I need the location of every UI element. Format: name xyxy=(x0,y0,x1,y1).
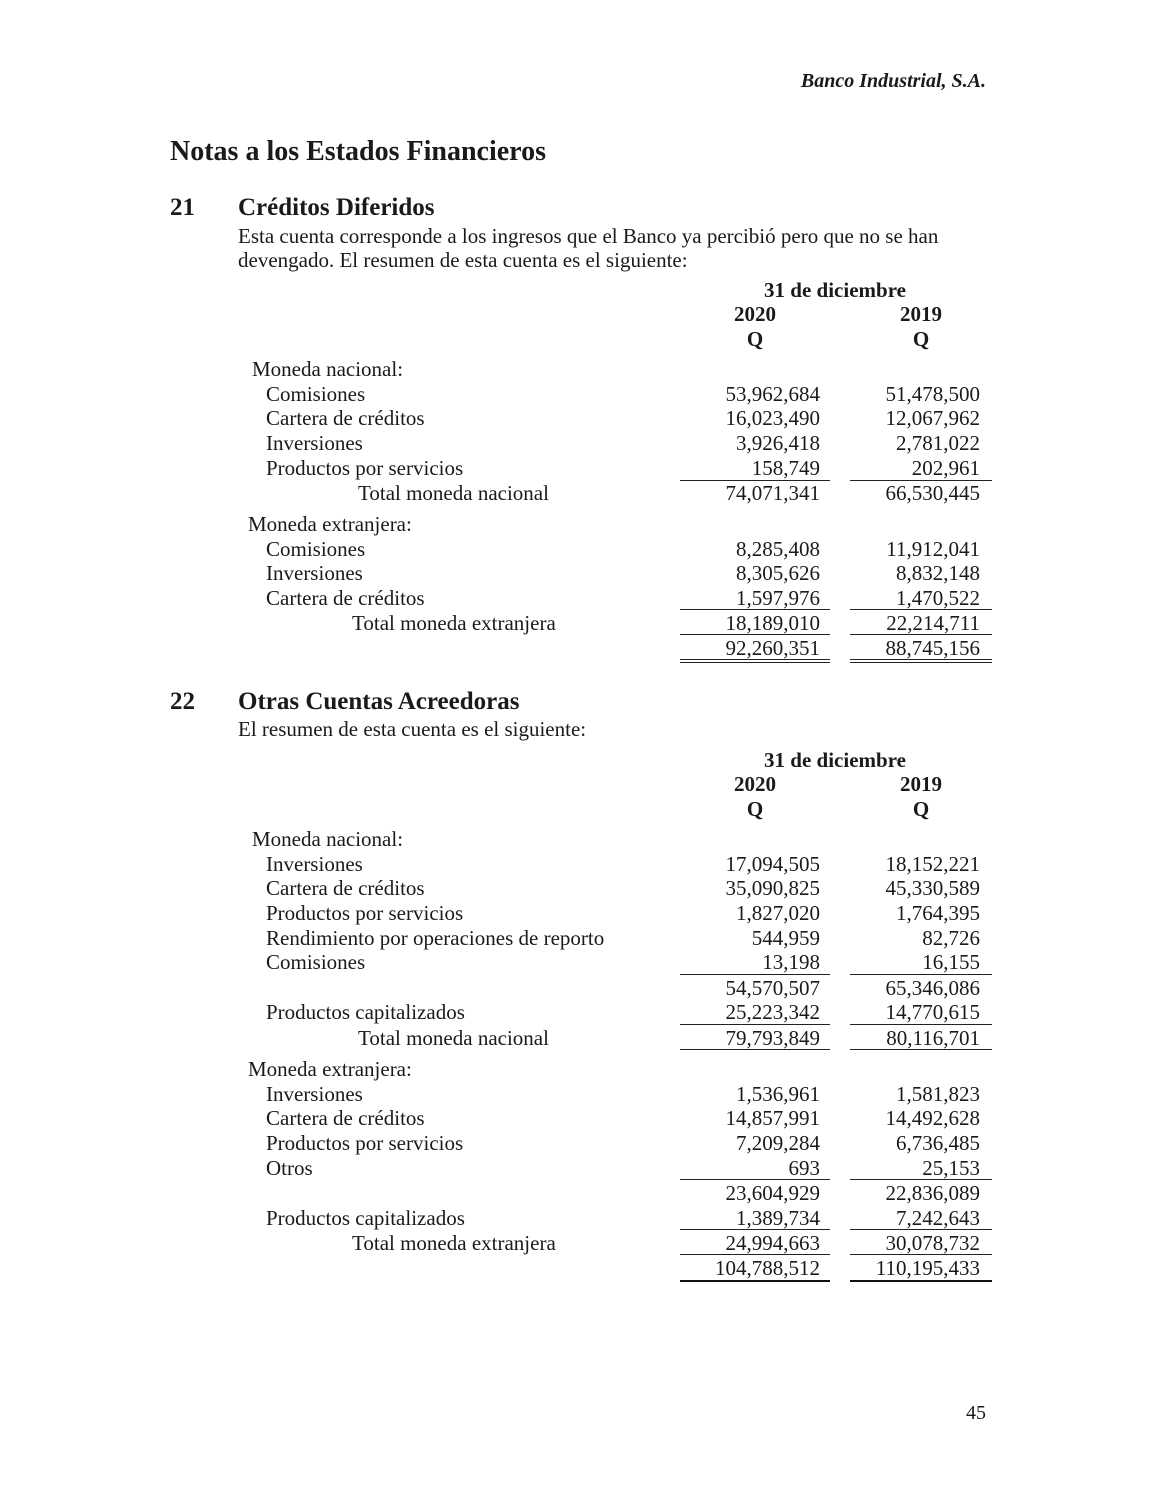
note-title: Créditos Diferidos xyxy=(238,194,435,221)
note-title: Otras Cuentas Acreedoras xyxy=(238,688,520,715)
table-row xyxy=(0,561,1156,585)
subtotal-rule xyxy=(680,1229,830,1230)
value-2019: 7,242,643 xyxy=(896,1206,980,1230)
total-2019: 30,078,732 xyxy=(885,1231,980,1255)
note-22-description xyxy=(238,717,998,741)
table-row xyxy=(0,901,1156,925)
row-label: Inversiones xyxy=(266,561,363,585)
value-2019: 12,067,962 xyxy=(885,406,980,430)
table-row xyxy=(0,456,1156,480)
row-label: Productos capitalizados xyxy=(266,1000,465,1024)
value-2020: 14,857,991 xyxy=(725,1106,820,1130)
year-2020-header: 2020 xyxy=(734,302,776,326)
currency-2019-header: Q xyxy=(912,327,930,351)
grand-total-2019: 88,745,156 xyxy=(885,636,980,660)
grand-total-2019: 110,195,433 xyxy=(875,1256,980,1280)
table-row xyxy=(0,1131,1156,1155)
row-label: Cartera de créditos xyxy=(266,1106,425,1130)
table-row xyxy=(0,1156,1156,1180)
table-row xyxy=(0,586,1156,610)
value-2019: 18,152,221 xyxy=(885,852,980,876)
total-2020: 74,071,341 xyxy=(725,481,820,505)
note-21-description xyxy=(238,224,998,272)
currency-2020-header: Q xyxy=(746,327,764,351)
table-row xyxy=(0,950,1156,974)
date-header: 31 de diciembre xyxy=(764,748,906,772)
total-2019: 66,530,445 xyxy=(885,481,980,505)
row-label: Productos capitalizados xyxy=(266,1206,465,1230)
grand-total-row xyxy=(0,636,1156,660)
total-rule xyxy=(680,1254,830,1255)
value-2020: 1,389,734 xyxy=(736,1206,820,1230)
value-2020: 8,305,626 xyxy=(736,561,820,585)
total-rule xyxy=(680,1049,830,1050)
year-2019-header: 2019 xyxy=(900,302,942,326)
value-2019: 1,470,522 xyxy=(896,586,980,610)
value-2019: 8,832,148 xyxy=(896,561,980,585)
table-row xyxy=(0,1082,1156,1106)
description-line: El resumen de esta cuenta es el siguiente: xyxy=(238,717,587,741)
total-row xyxy=(0,611,1156,635)
group-label: Moneda nacional: xyxy=(252,357,404,381)
double-rule xyxy=(850,659,992,663)
subtotal-rule xyxy=(680,609,830,610)
row-label: Comisiones xyxy=(266,537,366,561)
row-label: Otros xyxy=(266,1156,313,1180)
group-label: Moneda extranjera: xyxy=(248,1057,412,1081)
grand-total-2020: 104,788,512 xyxy=(715,1256,820,1280)
table-row xyxy=(0,406,1156,430)
total-row xyxy=(0,1026,1156,1050)
group-label: Moneda extranjera: xyxy=(248,512,412,536)
row-label: Productos por servicios xyxy=(266,901,464,925)
value-2019: 14,492,628 xyxy=(885,1106,980,1130)
total-label: Total moneda extranjera xyxy=(352,611,556,635)
total-row xyxy=(0,481,1156,505)
row-label: Productos por servicios xyxy=(266,456,464,480)
subtotal-rule xyxy=(680,1179,830,1180)
subtotal-row xyxy=(0,976,1156,1000)
table-row xyxy=(0,1106,1156,1130)
value-2020: 544,959 xyxy=(751,926,820,950)
table-row xyxy=(0,852,1156,876)
value-2019: 82,726 xyxy=(922,926,980,950)
value-2019: 16,155 xyxy=(922,950,980,974)
value-2020: 16,023,490 xyxy=(725,406,820,430)
group-label: Moneda nacional: xyxy=(252,827,404,851)
group-label-row xyxy=(0,1057,1156,1081)
table-row xyxy=(0,537,1156,561)
group-label-row xyxy=(0,512,1156,536)
total-label: Total moneda extranjera xyxy=(352,1231,556,1255)
group-label-row xyxy=(0,357,1156,381)
value-2020: 1,827,020 xyxy=(736,901,820,925)
subtotal-2020: 23,604,929 xyxy=(725,1181,820,1205)
year-2020-header: 2020 xyxy=(734,772,776,796)
table-row xyxy=(0,876,1156,900)
table-row xyxy=(0,1206,1156,1230)
total-rule xyxy=(850,634,992,635)
final-rule xyxy=(850,1280,992,1282)
total-2020: 79,793,849 xyxy=(725,1026,820,1050)
value-2020: 1,536,961 xyxy=(736,1082,820,1106)
subtotal-rule xyxy=(850,609,992,610)
subtotal-rule xyxy=(850,1229,992,1230)
subtotal-2020: 54,570,507 xyxy=(725,976,820,1000)
total-rule xyxy=(850,1049,992,1050)
grand-total-row xyxy=(0,1256,1156,1280)
value-2019: 25,153 xyxy=(922,1156,980,1180)
total-2019: 22,214,711 xyxy=(886,611,980,635)
row-label: Cartera de créditos xyxy=(266,406,425,430)
value-2019: 2,781,022 xyxy=(896,431,980,455)
value-2019: 45,330,589 xyxy=(885,876,980,900)
total-label: Total moneda nacional xyxy=(358,1026,549,1050)
value-2020: 17,094,505 xyxy=(725,852,820,876)
subtotal-rule xyxy=(850,1179,992,1180)
currency-2020-header: Q xyxy=(746,797,764,821)
value-2019: 14,770,615 xyxy=(885,1000,980,1024)
group-label-row xyxy=(0,827,1156,851)
grand-total-2020: 92,260,351 xyxy=(725,636,820,660)
total-rule xyxy=(850,1254,992,1255)
subtotal-2019: 22,836,089 xyxy=(885,1181,980,1205)
subtotal-rule xyxy=(850,974,992,975)
company-name: Banco Industrial, S.A. xyxy=(800,70,986,92)
value-2020: 7,209,284 xyxy=(736,1131,820,1155)
total-2019: 80,116,701 xyxy=(886,1026,980,1050)
final-rule xyxy=(680,1280,830,1282)
row-label: Comisiones xyxy=(266,950,366,974)
description-line: Esta cuenta corresponde a los ingresos que el Banco ya percibió pero que no se han xyxy=(238,224,939,248)
description-line: devengado. El resumen de esta cuenta es el siguiente: xyxy=(238,248,688,272)
value-2020: 158,749 xyxy=(751,456,820,480)
date-header: 31 de diciembre xyxy=(764,278,906,302)
value-2020: 3,926,418 xyxy=(736,431,820,455)
value-2019: 51,478,500 xyxy=(885,382,980,406)
subtotal-rule xyxy=(850,1024,992,1025)
subtotal-rule xyxy=(680,1024,830,1025)
value-2019: 11,912,041 xyxy=(886,537,980,561)
table-row xyxy=(0,431,1156,455)
page-number: 45 xyxy=(966,1402,986,1424)
note-number: 21 xyxy=(170,194,195,221)
table-row xyxy=(0,382,1156,406)
value-2019: 1,764,395 xyxy=(896,901,980,925)
value-2020: 53,962,684 xyxy=(725,382,820,406)
total-row xyxy=(0,1231,1156,1255)
value-2020: 1,597,976 xyxy=(736,586,820,610)
subtotal-rule xyxy=(680,974,830,975)
value-2019: 1,581,823 xyxy=(896,1082,980,1106)
row-label: Cartera de créditos xyxy=(266,586,425,610)
row-label: Comisiones xyxy=(266,382,366,406)
year-2019-header: 2019 xyxy=(900,772,942,796)
row-label: Productos por servicios xyxy=(266,1131,464,1155)
currency-2019-header: Q xyxy=(912,797,930,821)
value-2020: 35,090,825 xyxy=(725,876,820,900)
subtotal-2019: 65,346,086 xyxy=(885,976,980,1000)
value-2020: 25,223,342 xyxy=(725,1000,820,1024)
page-title: Notas a los Estados Financieros xyxy=(170,136,546,167)
value-2020: 13,198 xyxy=(762,950,820,974)
subtotal-row xyxy=(0,1181,1156,1205)
value-2020: 8,285,408 xyxy=(736,537,820,561)
table-row xyxy=(0,1000,1156,1024)
row-label: Inversiones xyxy=(266,431,363,455)
value-2019: 6,736,485 xyxy=(896,1131,980,1155)
value-2019: 202,961 xyxy=(911,456,980,480)
table-row xyxy=(0,926,1156,950)
row-label: Rendimiento por operaciones de reporto xyxy=(266,926,605,950)
row-label: Inversiones xyxy=(266,1082,363,1106)
note-number: 22 xyxy=(170,688,195,715)
total-2020: 18,189,010 xyxy=(725,611,820,635)
double-rule xyxy=(680,659,830,663)
row-label: Cartera de créditos xyxy=(266,876,425,900)
total-2020: 24,994,663 xyxy=(725,1231,820,1255)
value-2020: 693 xyxy=(788,1156,820,1180)
total-label: Total moneda nacional xyxy=(358,481,549,505)
total-rule xyxy=(680,634,830,635)
row-label: Inversiones xyxy=(266,852,363,876)
